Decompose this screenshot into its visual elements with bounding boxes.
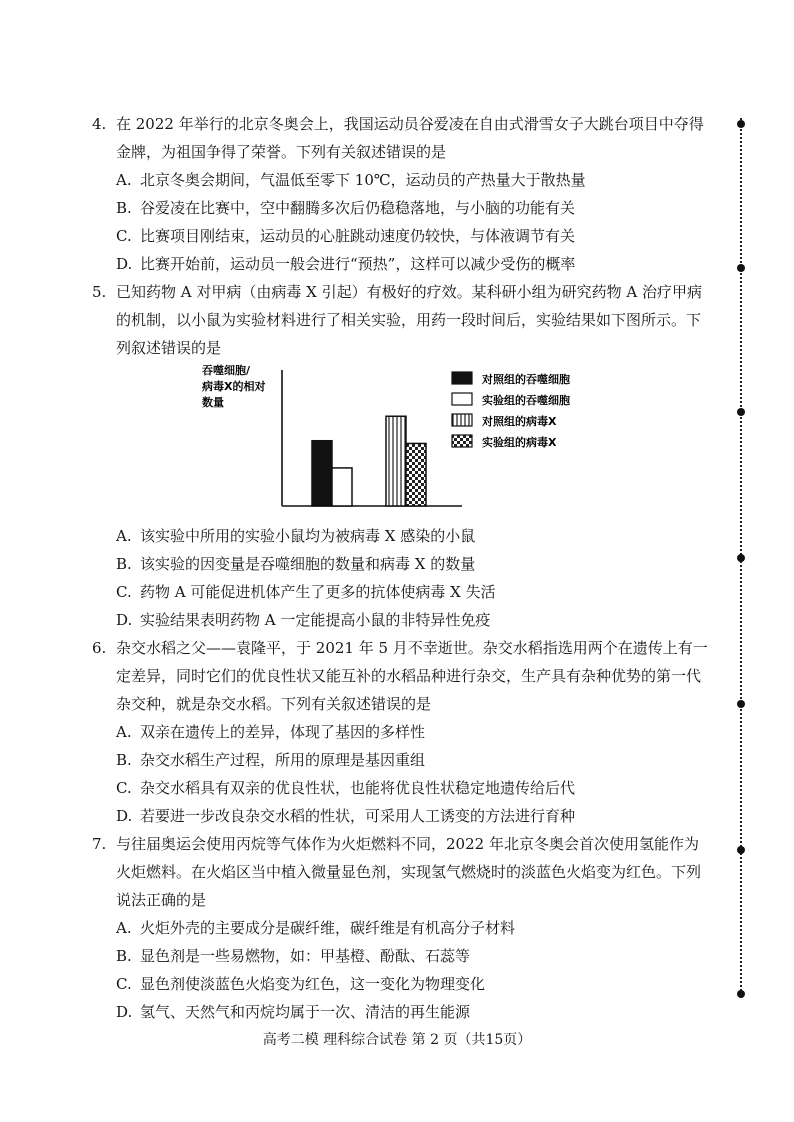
question-4-option-d: D. 比赛开始前，运动员一般会进行“预热”，这样可以减少受伤的概率 xyxy=(116,255,576,273)
legend-swatch xyxy=(452,393,472,405)
question-7-option-c: C. 显色剂使淡蓝色火焰变为红色，这一变化为物理变化 xyxy=(116,975,486,993)
question-5-line-1 xyxy=(92,282,720,302)
question-7-line-1 xyxy=(92,834,720,854)
question-5-stem-2: 的机制，以小鼠为实验材料进行了相关实验，用药一段时间后，实验结果如下图所示。下 xyxy=(116,311,702,329)
question-6-stem-2: 定差异，同时它们的优良性状又能互补的水稻品种进行杂交，生产具有杂种优势的第一代 xyxy=(116,667,702,685)
binding-dot xyxy=(737,120,745,128)
binding-dot xyxy=(737,408,745,416)
legend-label: 对照组的病毒X xyxy=(482,415,557,428)
bar-solid-black xyxy=(312,441,332,506)
question-7-option-b: B. 显色剂是一些易燃物，如：甲基橙、酚酞、石蕊等 xyxy=(116,947,471,965)
bar-white xyxy=(332,468,352,506)
legend-swatch xyxy=(452,372,472,384)
binding-dot xyxy=(737,700,745,708)
legend-swatch xyxy=(452,435,472,447)
question-5-stem-1: 已知药物 A 对甲病（由病毒 X 引起）有极好的疗效。某科研小组为研究药物 A 治疗甲病 xyxy=(116,283,702,301)
question-6-line-1 xyxy=(92,638,720,658)
question-5-number: 5. xyxy=(92,283,107,301)
question-7-stem-2: 火炬燃料。在火焰区当中植入微量显色剂，实现氢气燃烧时的淡蓝色火焰变为红色。下列 xyxy=(116,863,702,881)
question-6-number: 6. xyxy=(92,639,107,657)
question-5-stem-3: 列叙述错误的是 xyxy=(116,339,222,357)
y-axis-label-line-2: 病毒X的相对 xyxy=(202,380,266,393)
question-5-option-a: A. 该实验中所用的实验小鼠均为被病毒 X 感染的小鼠 xyxy=(116,527,476,545)
legend-label: 对照组的吞噬细胞 xyxy=(482,373,570,386)
legend-swatch xyxy=(452,414,472,426)
question-6-option-b: B. 杂交水稻生产过程，所用的原理是基因重组 xyxy=(116,751,426,769)
question-6-option-c: C. 杂交水稻具有双亲的优良性状，也能将优良性状稳定地遗传给后代 xyxy=(116,779,576,797)
binding-margin-line xyxy=(738,118,744,998)
binding-dot xyxy=(737,554,745,562)
legend-label: 实验组的病毒X xyxy=(482,436,557,449)
question-4-line-1 xyxy=(92,114,720,134)
y-axis-label-line-1: 吞噬细胞/ xyxy=(202,364,251,377)
question-4-option-a: A. 北京冬奥会期间，气温低至零下 10℃，运动员的产热量大于散热量 xyxy=(116,171,586,189)
page-footer: 高考二模 理科综合试卷 第 2 页（共15页） xyxy=(262,1032,532,1048)
question-6-stem-1: 杂交水稻之父——袁隆平，于 2021 年 5 月不幸逝世。杂交水稻指选用两个在遗传上有一 xyxy=(116,639,708,657)
question-4-number: 4. xyxy=(92,115,107,133)
question-4-stem-2: 金牌，为祖国争得了荣誉。下列有关叙述错误的是 xyxy=(116,143,447,161)
legend xyxy=(452,372,570,449)
bars-group xyxy=(312,416,426,506)
question-7-number: 7. xyxy=(92,835,107,853)
question-6-stem-3: 杂交种，就是杂交水稻。下列有关叙述错误的是 xyxy=(116,695,432,713)
bar-chart xyxy=(196,360,596,520)
binding-dot xyxy=(737,264,745,272)
question-5-option-b: B. 该实验的因变量是吞噬细胞的数量和病毒 X 的数量 xyxy=(116,555,476,573)
question-6-option-d: D. 若要进一步改良杂交水稻的性状，可采用人工诱变的方法进行育种 xyxy=(116,807,576,825)
question-7-stem-3: 说法正确的是 xyxy=(116,891,207,909)
question-6-option-a: A. 双亲在遗传上的差异，体现了基因的多样性 xyxy=(116,723,426,741)
y-axis-label-line-3: 数量 xyxy=(202,396,224,409)
question-5-option-c: C. 药物 A 可能促进机体产生了更多的抗体使病毒 X 失活 xyxy=(116,583,496,601)
legend-label: 实验组的吞噬细胞 xyxy=(482,394,570,407)
question-4-stem-1: 在 2022 年举行的北京冬奥会上，我国运动员谷爱凌在自由式滑雪女子大跳台项目中夺得 xyxy=(116,115,704,133)
bar-vertical-lines xyxy=(386,416,406,506)
binding-dot xyxy=(737,846,745,854)
question-5-option-d: D. 实验结果表明药物 A 一定能提高小鼠的非特异性免疫 xyxy=(116,611,491,629)
question-7-option-d: D. 氢气、天然气和丙烷均属于一次、清洁的再生能源 xyxy=(116,1003,471,1021)
question-7-option-a: A. 火炬外壳的主要成分是碳纤维，碳纤维是有机高分子材料 xyxy=(116,919,516,937)
question-4-option-b: B. 谷爱凌在比赛中，空中翻腾多次后仍稳稳落地，与小脑的功能有关 xyxy=(116,199,576,217)
binding-dot xyxy=(737,990,745,998)
bar-checker xyxy=(406,443,426,506)
question-7-stem-1: 与往届奥运会使用丙烷等气体作为火炬燃料不同，2022 年北京冬奥会首次使用氢能作为 xyxy=(116,835,699,853)
question-4-option-c: C. 比赛项目刚结束，运动员的心脏跳动速度仍较快，与体液调节有关 xyxy=(116,227,576,245)
